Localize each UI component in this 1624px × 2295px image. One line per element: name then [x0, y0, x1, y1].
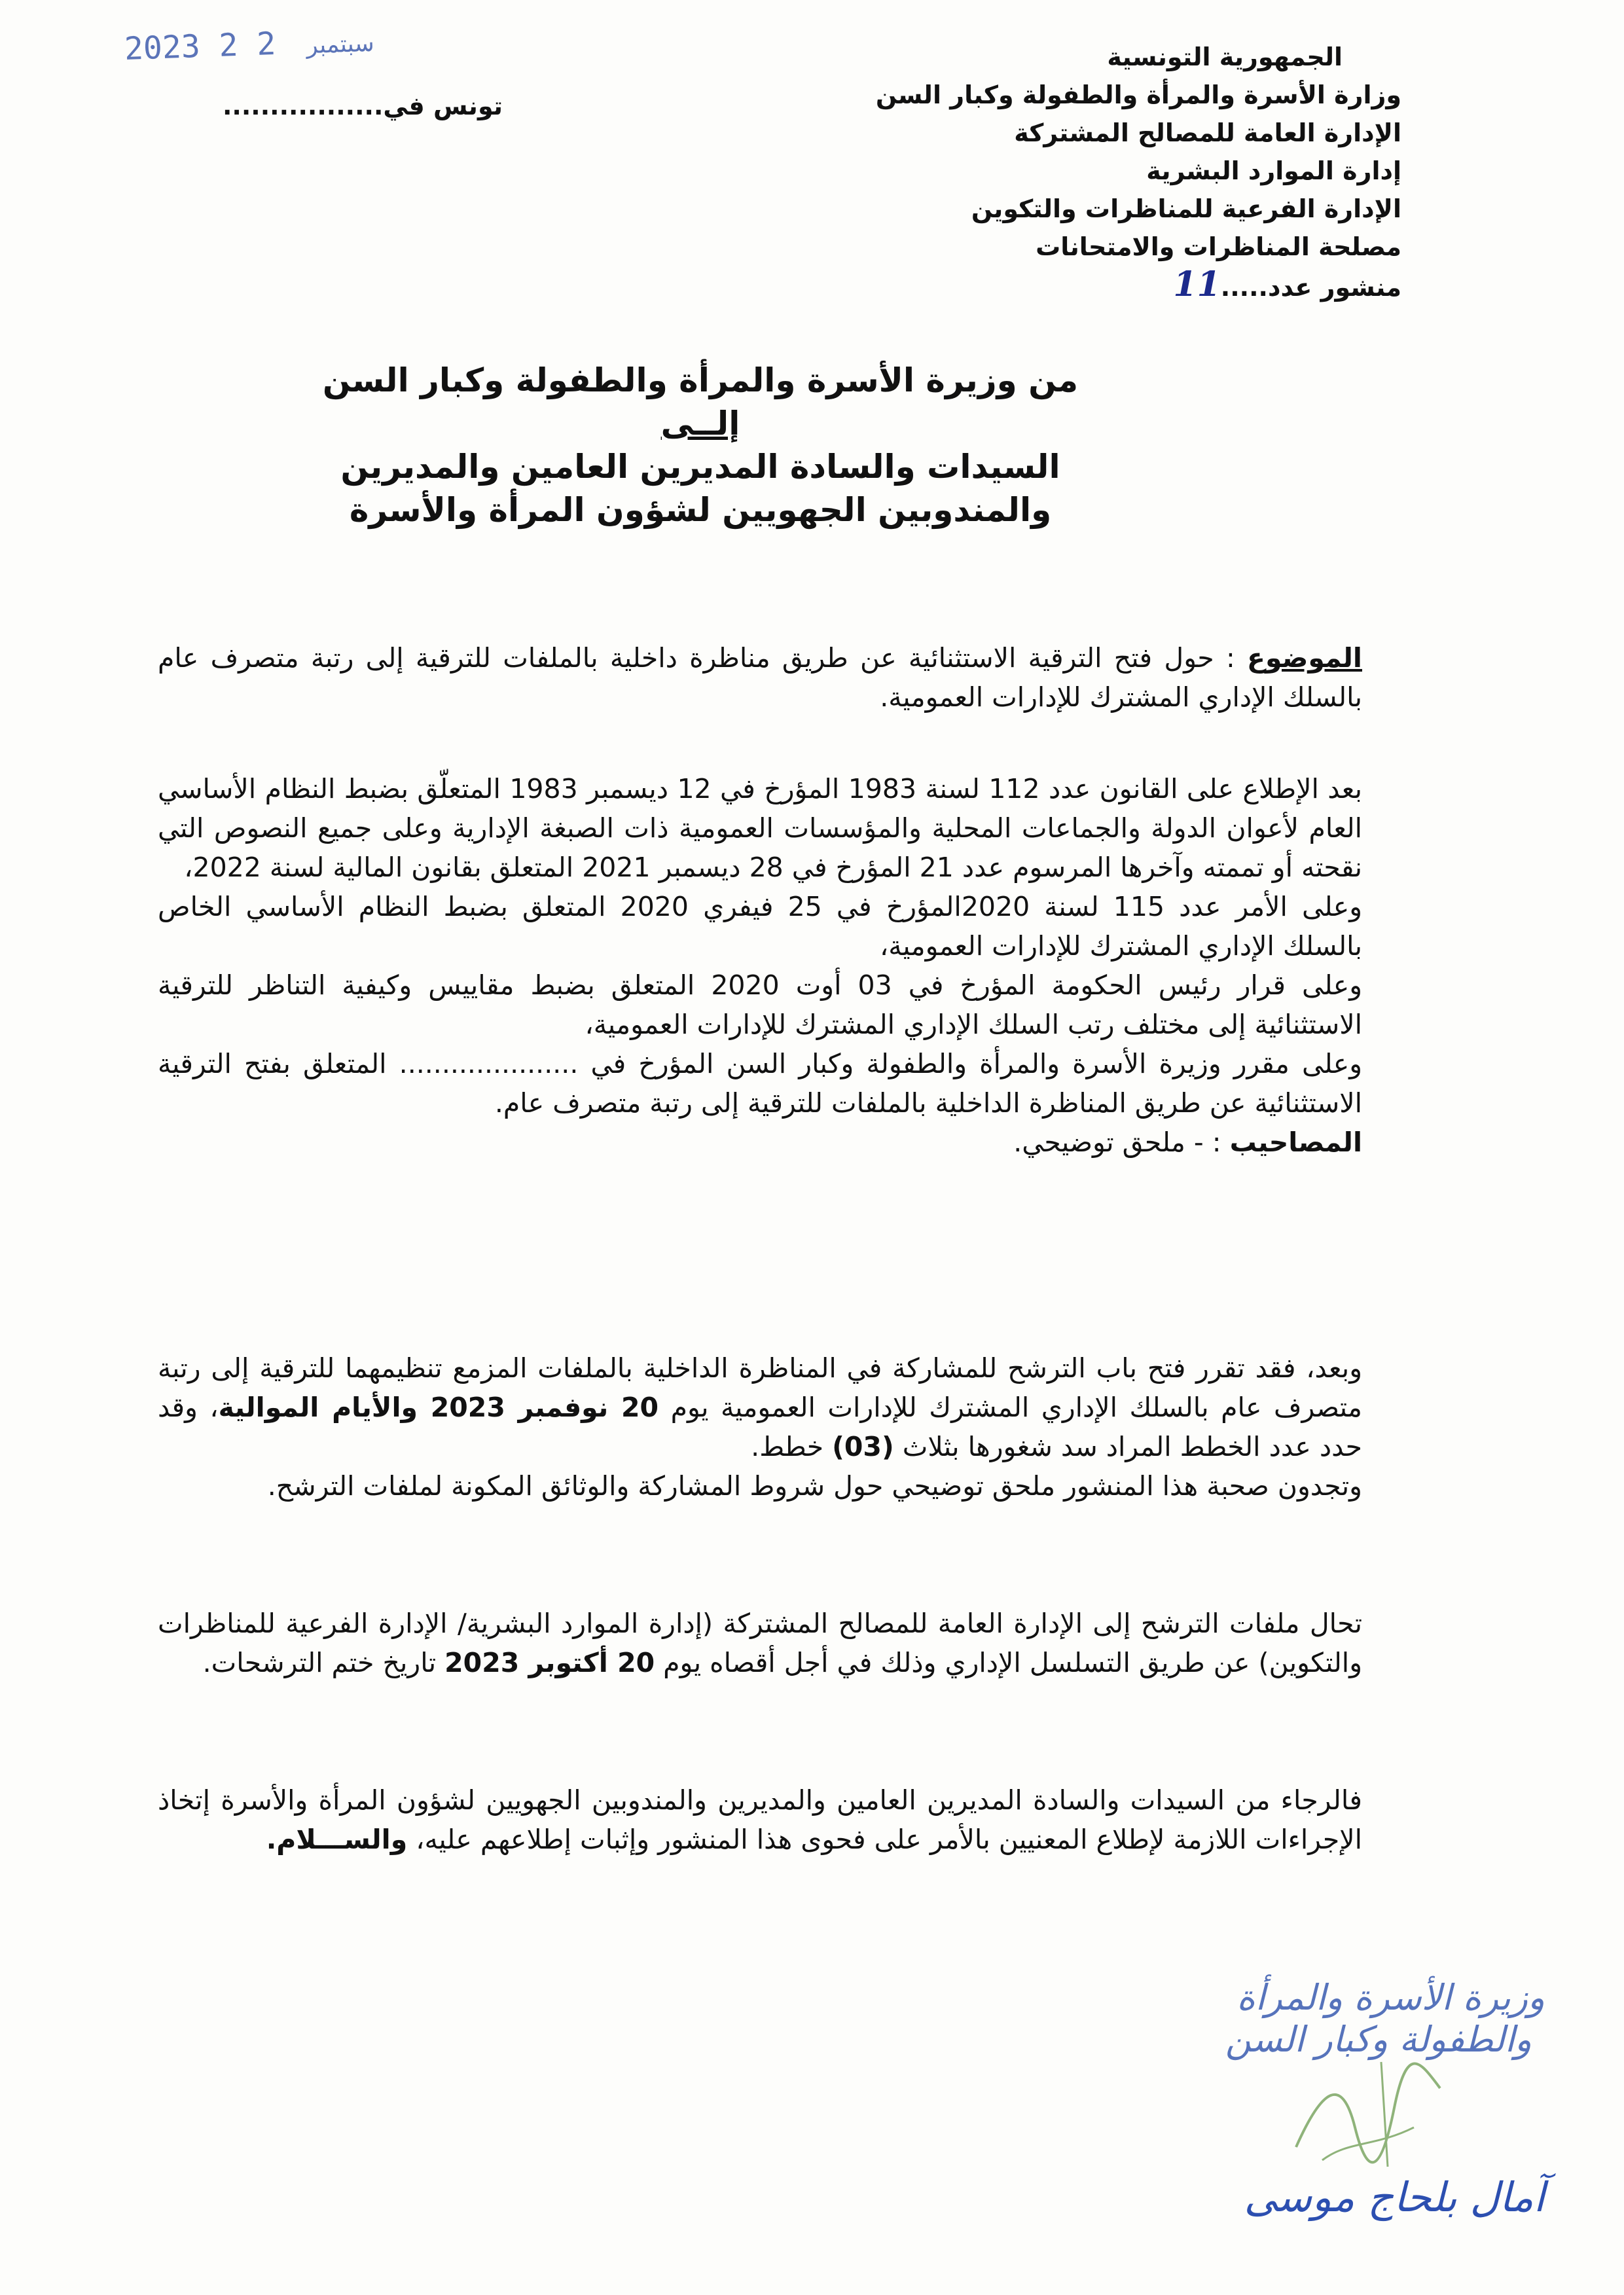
- handwritten-signature: [1283, 2049, 1453, 2180]
- letterhead-line: وزارة الأسرة والمرأة والطفولة وكبار السن: [875, 81, 1401, 109]
- letterhead-line: إدارة الموارد البشرية: [1146, 156, 1401, 185]
- letterhead-line: الإدارة العامة للمصالح المشتركة: [1014, 118, 1401, 147]
- subject: [158, 638, 1362, 717]
- legal-reference: وعلى قرار رئيس الحكومة المؤرخ في 03 أوت 2020 المتعلق بضبط مقاييس وكيفية التناظر للترقية الاستثنائية إلى مختلف رتب السلك الإداري المشترك للإدارات العمومية،: [158, 969, 1363, 1040]
- recipients-line-1: السيدات والسادة المديرين العامين والمديرين: [340, 448, 1060, 486]
- enclosures-text: : - ملحق توضيحي.: [1013, 1127, 1230, 1158]
- enclosures: [158, 1123, 1362, 1162]
- enclosures-label: المصاحيب: [1229, 1127, 1362, 1158]
- positions-count: (03): [832, 1431, 894, 1462]
- stamp-month: سبتمبر: [306, 29, 375, 60]
- exam-date: 20 نوفمبر 2023 والأيام الموالية: [218, 1392, 659, 1423]
- ministry-stamp-line-1: وزيرة الأسرة والمرأة: [1236, 1977, 1545, 2018]
- subject-label: الموضوع: [1247, 642, 1362, 674]
- legal-references: [158, 769, 1362, 1162]
- letterhead: [839, 38, 1401, 306]
- announcement-paragraph: وبعد، فقد تقرر فتح باب الترشح للمشاركة في المناظرة الداخلية بالملفات المزمع تنظيمهما للترقية إلى رتبة متصرف عام بالسلك الإداري المشترك للإدارات العمومية يوم 20 نوفمبر 2023 والأيام الموالية، وقد حدد عدد الخطط المراد سد شغورها بثلاث (03) خطط. وتجدون صحبة هذا المنشور ملحق توضيحي حول شروط المشاركة والوثائق المكونة لملفات الترشح.: [158, 1348, 1362, 1506]
- subject-text: : حول فتح الترقية الاستثنائية عن طريق مناظرة داخلية بالملفات للترقية إلى رتبة متصرف عام بالسلك الإداري المشترك للإدارات العمومية.: [158, 642, 1362, 713]
- legal-reference: بعد الإطلاع على القانون عدد 112 لسنة 1983 المؤرخ في 12 ديسمبر 1983 المتعلّق بضبط النظام الأساسي العام لأعوان الدولة والجماعات المحلية والمؤسسات العمومية ذات الصبغة الإدارية وعلى جميع النصوص التي نقحته أو تممته وآخرها المرسوم عدد 21 المؤرخ في 28 ديسمبر 2021 المتعلق بقانون المالية لسنة 2022،: [158, 773, 1362, 883]
- date-stamp: [124, 22, 386, 67]
- recipients-line-2: والمندوبين الجهويين لشؤون المرأة والأسرة: [349, 491, 1052, 529]
- stamp-year: 2023: [124, 27, 201, 67]
- sender: من وزيرة الأسرة والمرأة والطفولة وكبار السن: [322, 361, 1079, 399]
- stamp-day: 2 2: [218, 25, 277, 64]
- letterhead-line: الإدارة الفرعية للمناظرات والتكوين: [971, 194, 1401, 223]
- ministry-stamp-line-2: والطفولة وكبار السن: [1225, 2019, 1532, 2060]
- legal-reference: وعلى مقرر وزيرة الأسرة والمرأة والطفولة وكبار السن المؤرخ في ..................... المتعلق بفتح الترقية الاستثنائية عن طريق المناظرة الداخلية بالملفات للترقية إلى رتبة متصرف عام.: [158, 1048, 1362, 1119]
- letterhead-line: الجمهورية التونسية: [1107, 43, 1343, 71]
- address-block: [275, 359, 1126, 532]
- place-date: تونس في.................: [223, 92, 503, 120]
- handwritten-number: 11: [1173, 264, 1221, 304]
- annex-note: وتجدون صحبة هذا المنشور ملحق توضيحي حول شروط المشاركة والوثائق المكونة لملفات الترشح.: [267, 1470, 1362, 1502]
- to-label: إلــى: [660, 405, 740, 443]
- deadline-date: 20 أكتوبر 2023: [444, 1647, 655, 1678]
- letterhead-line: مصلحة المناظرات والامتحانات: [1036, 232, 1401, 261]
- submission-paragraph: تحال ملفات الترشح إلى الإدارة العامة للمصالح المشتركة (إدارة الموارد البشرية/ الإدارة الفرعية للمناظرات والتكوين) عن طريق التسلسل الإداري وذلك في أجل أقصاه يوم 20 أكتوبر 2023 تاريخ ختم الترشحات.: [158, 1608, 1362, 1678]
- signature-block: [1204, 1977, 1545, 2252]
- closing-salutation: والســـلام.: [266, 1824, 408, 1855]
- circular-number: منشور عدد.....11: [1173, 264, 1401, 304]
- signatory-name: آمال بلحاج موسى: [1244, 2173, 1545, 2221]
- closing-paragraph: فالرجاء من السيدات والسادة المديرين العامين والمديرين والمندوبين الجهويين لشؤون المرأة والأسرة إتخاذ الإجراءات اللازمة لإطلاع المعنيين بالأمر على فحوى هذا المنشور وإثبات إطلاعهم عليه، والســـلام.: [158, 1784, 1362, 1855]
- legal-reference: وعلى الأمر عدد 115 لسنة 2020المؤرخ في 25 فيفري 2020 المتعلق بضبط النظام الأساسي الخاص بالسلك الإداري المشترك للإدارات العمومية،: [158, 891, 1362, 962]
